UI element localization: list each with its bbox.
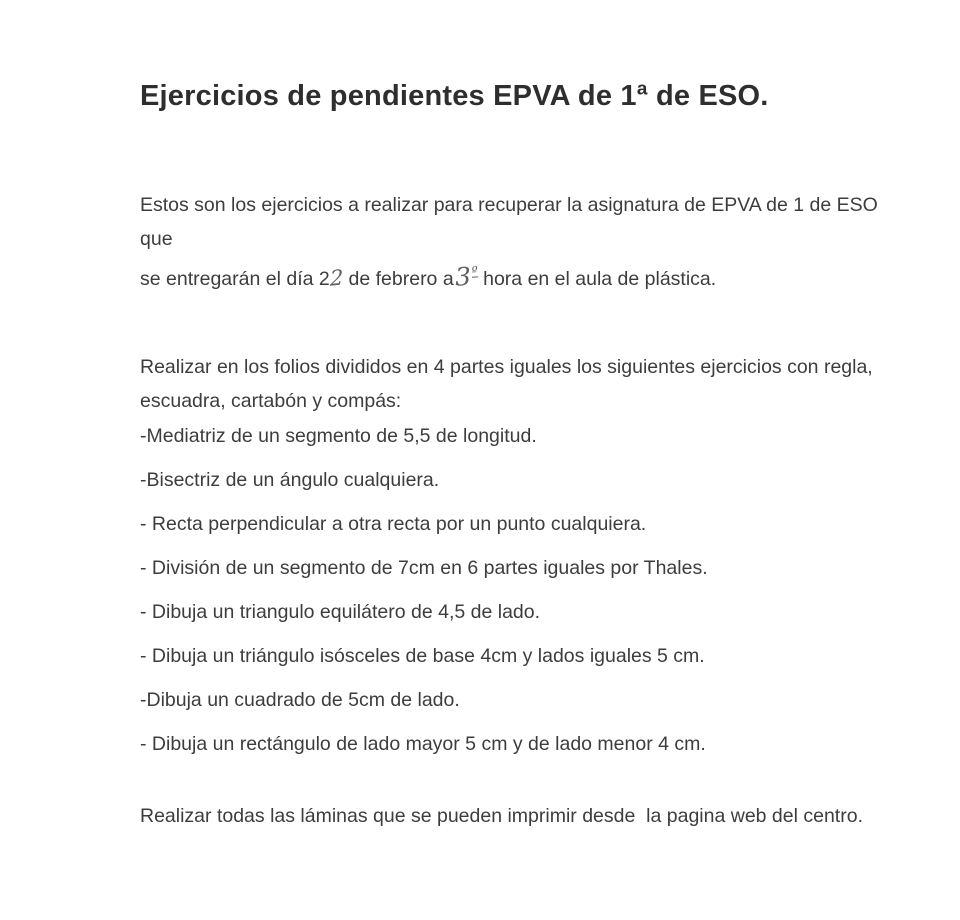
instructions-line-1: Realizar en los folios divididos en 4 partes iguales los siguientes ejercicios con regla, — [140, 356, 873, 378]
intro-line-2 — [140, 256, 880, 296]
intro-paragraph — [140, 188, 884, 296]
document-title: Ejercicios de pendientes EPVA de 1ª de ESO. — [140, 80, 769, 112]
exercise-item-rectangulo: - Dibuja un rectángulo de lado mayor 5 cm y de lado menor 4 cm. — [140, 733, 706, 755]
instructions-line-2: escuadra, cartabón y compás: — [140, 390, 402, 412]
footer-note: Realizar todas las láminas que se pueden imprimir desde la pagina web del centro. — [140, 805, 863, 827]
ordinal-indicator: º — [470, 264, 478, 280]
exercise-item-mediatriz: -Mediatriz de un segmento de 5,5 de longitud. — [140, 425, 537, 447]
handwritten-hour-digit: 3 — [453, 261, 472, 292]
intro-line2-text-pre: se entregarán el día 2 — [140, 268, 330, 290]
scanned-document-page — [0, 78, 960, 920]
exercise-item-recta-perpendicular: - Recta perpendicular a otra recta por un punto cualquiera. — [140, 513, 647, 535]
exercise-item-triangulo-isosceles: - Dibuja un triángulo isósceles de base 4cm y lados iguales 5 cm. — [140, 645, 705, 667]
exercise-item-bisectriz: -Bisectriz de un ángulo cualquiera. — [140, 469, 440, 491]
exercise-item-triangulo-equilatero: - Dibuja un triangulo equilátero de 4,5 de lado. — [140, 601, 541, 623]
exercise-item-division-thales: - División de un segmento de 7cm en 6 partes iguales por Thales. — [140, 557, 708, 579]
instructions-paragraph — [140, 350, 880, 418]
intro-line2-text-mid: de febrero a — [343, 268, 454, 290]
exercise-item-cuadrado: -Dibuja un cuadrado de 5cm de lado. — [140, 689, 460, 711]
intro-line2-text-post: hora en el aula de plástica. — [477, 268, 717, 290]
intro-line-1: Estos son los ejercicios a realizar para recuperar la asignatura de EPVA de 1 de ESO que — [140, 194, 884, 250]
handwritten-day-digit: 2 — [329, 265, 344, 291]
handwritten-hour-annotation — [454, 255, 479, 296]
exercise-list — [140, 426, 880, 754]
